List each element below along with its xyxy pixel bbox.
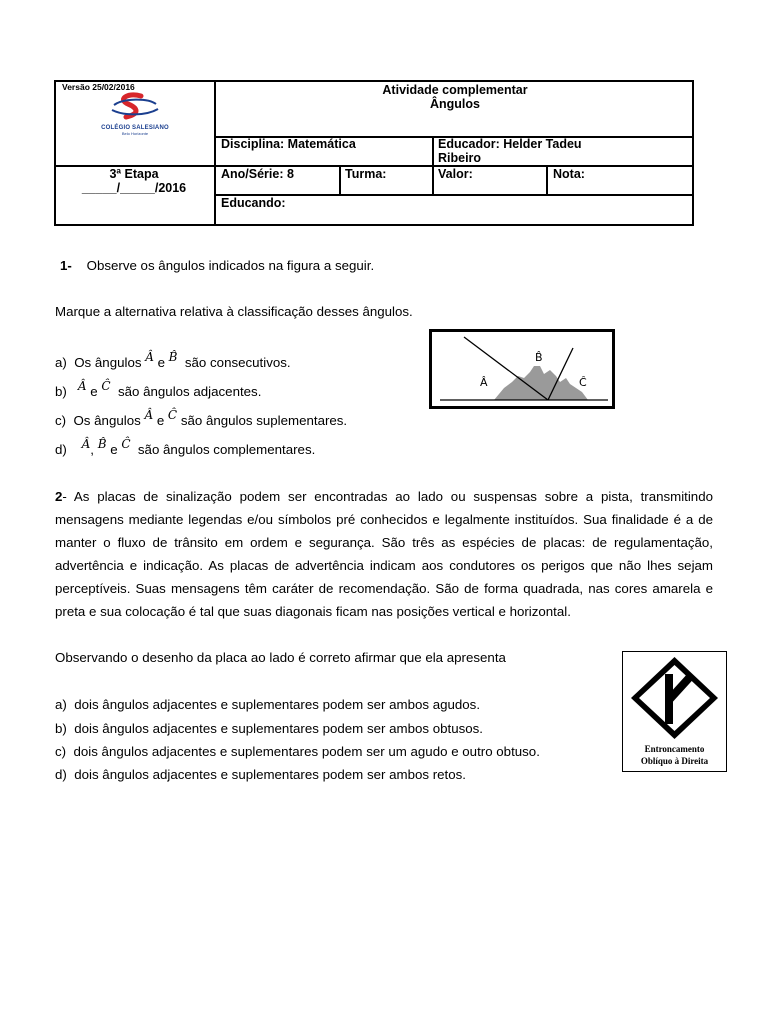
q1-option-d <box>55 437 316 458</box>
angle-c-symbol: Ĉ <box>101 379 111 393</box>
warning-sign-icon <box>623 652 726 742</box>
logo-name: COLÉGIO SALESIANO <box>101 125 169 131</box>
angle-b-symbol: B̂ <box>97 437 107 451</box>
question-1-number: 1- <box>60 258 72 273</box>
q1-option-c <box>55 408 348 429</box>
sign-caption-line2: Oblíquo à Direita <box>640 756 709 766</box>
question-2-number: 2 <box>55 489 63 504</box>
angle-a-symbol: Â <box>145 350 154 364</box>
q1-option-b <box>55 379 262 400</box>
option-text: dois ângulos adjacentes e suplementares podem ser um agudo e outro obtuso. <box>73 744 540 759</box>
q2-option-b <box>55 721 483 737</box>
school-logo-icon <box>96 92 174 120</box>
discipline-field: Disciplina: Matemática <box>221 137 356 151</box>
option-text: são ângulos complementares. <box>137 442 316 457</box>
educator-field-line2: Ribeiro <box>438 151 482 165</box>
angles-figure <box>429 329 615 409</box>
class-field: Turma: <box>345 167 387 181</box>
activity-subtitle: Ângulos <box>430 97 480 111</box>
angle-c-symbol: Ĉ <box>121 437 131 451</box>
option-text: são ângulos suplementares. <box>180 413 348 428</box>
separator: , <box>90 442 94 457</box>
option-letter: b) <box>55 384 67 399</box>
logo-subtitle: Belo Horizonte <box>121 131 149 136</box>
option-text: são ângulos adjacentes. <box>117 384 262 399</box>
option-text: dois ângulos adjacentes e suplementares podem ser ambos obtusos. <box>74 721 483 736</box>
figure-label-c: Ĉ <box>579 376 587 389</box>
option-text: dois ângulos adjacentes e suplementares podem ser ambos retos. <box>74 767 466 782</box>
figure-label-b: B̂ <box>535 351 543 364</box>
option-text: são consecutivos. <box>184 355 291 370</box>
q2-option-d <box>55 767 466 783</box>
q2-option-c <box>55 744 540 760</box>
angle-a-symbol: Â <box>81 437 91 451</box>
question-1-prompt <box>60 258 374 274</box>
figure-label-a: Â <box>480 376 488 389</box>
question-2-observing: Observando o desenho da placa ao lado é correto afirmar que ela apresenta <box>55 650 506 665</box>
option-text: dois ângulos adjacentes e suplementares podem ser ambos agudos. <box>74 697 481 712</box>
option-text: Os ângulos <box>74 355 142 370</box>
angle-a-symbol: Â <box>144 408 154 422</box>
option-letter: c) <box>55 744 67 759</box>
option-letter: a) <box>55 355 67 370</box>
question-1-instruction: Marque a alternativa relativa à classificação desses ângulos. <box>55 304 413 319</box>
option-text: e <box>156 413 165 428</box>
option-letter: c) <box>55 413 67 428</box>
student-field: Educando: <box>221 196 286 210</box>
date-field: _____/_____/2016 <box>81 181 187 195</box>
option-letter: d) <box>55 767 67 782</box>
option-text: e <box>90 384 98 399</box>
question-2-paragraph <box>55 485 713 623</box>
q1-option-a <box>55 350 291 371</box>
angle-a-symbol: Â <box>77 379 87 393</box>
question-2-text: - As placas de sinalização podem ser encontradas ao lado ou suspensas sobre a pista, transmitindo mensagens mediante legendas e/ou símbolos pré conhecidos e legalmente instituídos. Sua finalidade é a de manter o fluxo de trânsito em ordem e segurança. São três as espécies de placas: de regulamentação, advertência e indicação. As placas de advertência indicam aos condutores os perigos que não lhes sejam perceptíveis. Suas mensagens têm caráter de recomendação. São de forma quadrada, nas cores amarela e preta e sua colocação é tal que suas diagonais ficam nas posições vertical e horizontal. <box>55 489 713 619</box>
educator-field-line1: Educador: Helder Tadeu <box>438 137 582 151</box>
option-letter: d) <box>55 442 67 457</box>
value-field: Valor: <box>438 167 473 181</box>
q2-option-a <box>55 697 480 713</box>
school-logo <box>96 92 174 136</box>
angle-c-symbol: Ĉ <box>167 408 178 422</box>
stage-label: 3ª Etapa <box>109 167 159 181</box>
activity-title: Atividade complementar <box>382 83 528 97</box>
traffic-sign-figure <box>622 651 727 772</box>
score-field: Nota: <box>553 167 585 181</box>
question-1-text: Observe os ângulos indicados na figura a seguir. <box>86 258 375 273</box>
angle-b-symbol: B̂ <box>168 350 178 364</box>
option-text: e <box>110 442 118 457</box>
grade-field: Ano/Série: 8 <box>221 167 294 181</box>
option-text: e <box>157 355 165 370</box>
option-letter: b) <box>55 721 67 736</box>
version-label: Versão 25/02/2016 <box>62 82 135 92</box>
option-letter: a) <box>55 697 67 712</box>
sign-caption-line1: Entroncamento <box>644 744 705 754</box>
option-text: Os ângulos <box>73 413 141 428</box>
angles-diagram <box>432 332 612 406</box>
